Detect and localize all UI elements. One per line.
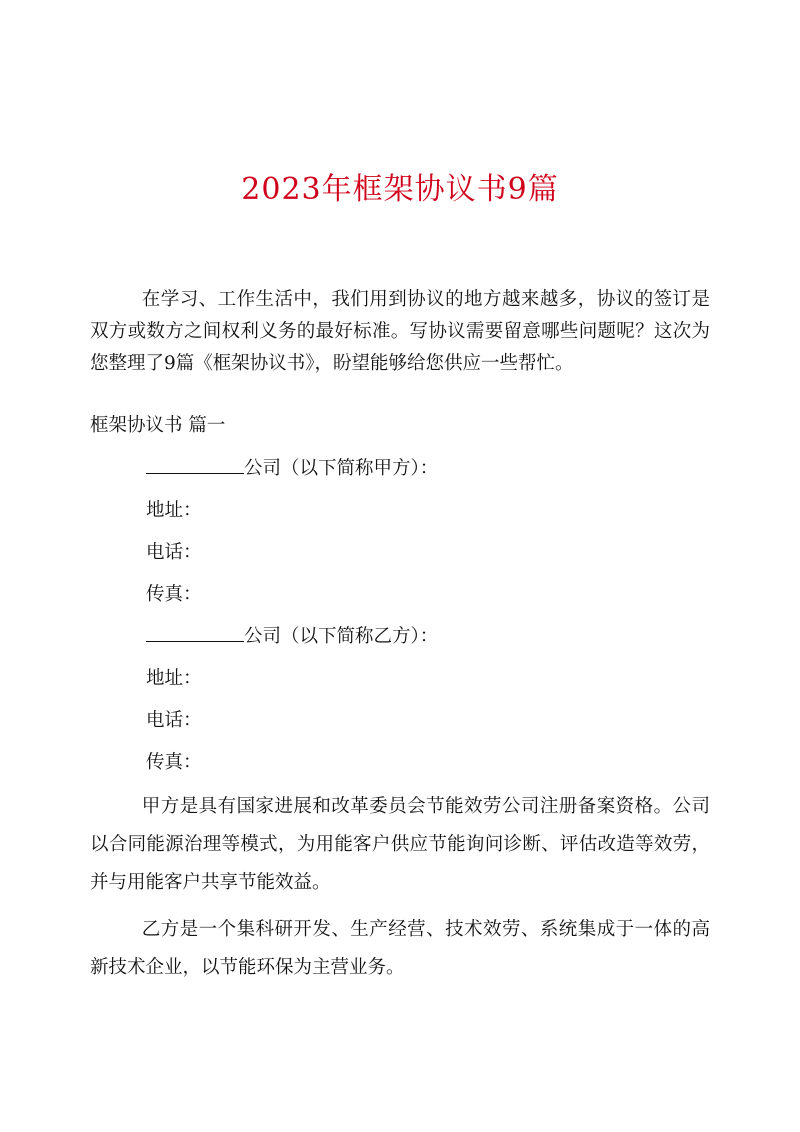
- party-b-description: 乙方是一个集科研开发、生产经营、技术效劳、系统集成于一体的高新技术企业，以节能环保为主营业务。: [90, 919, 710, 978]
- section-heading: 框架协议书 篇一: [90, 415, 226, 436]
- party-a-description: 甲方是具有国家进展和改革委员会节能效劳公司注册备案资格。公司以合同能源治理等模式，为用能客户供应节能询问诊断、评估改造等效劳，并与用能客户共享节能效益。: [90, 796, 710, 893]
- party-a-name-blank: [146, 455, 244, 474]
- party-b-address-label: 地址：: [146, 668, 202, 689]
- party-b-fax-label: 传真：: [146, 752, 202, 773]
- party-b-company-label: 公司（以下简称乙方）：: [244, 626, 439, 647]
- party-b-company-line: [146, 623, 438, 651]
- party-a-company-label: 公司（以下简称甲方）：: [244, 458, 439, 479]
- party-b-phone-label: 电话：: [146, 710, 202, 731]
- party-a-fax-label: 传真：: [146, 584, 202, 605]
- party-a-address-label: 地址：: [146, 500, 202, 521]
- document-title: 2023年框架协议书9篇: [241, 172, 559, 207]
- party-a-company-line: [146, 455, 438, 483]
- party-a-phone-label: 电话：: [146, 542, 202, 563]
- party-b-name-blank: [146, 623, 244, 642]
- intro-paragraph: 在学习、工作生活中，我们用到协议的地方越来越多，协议的签订是双方或数方之间权利义务的最好标准。写协议需要留意哪些问题呢？这次为您整理了9篇《框架协议书》，盼望能够给您供应一些帮忙。: [90, 289, 710, 374]
